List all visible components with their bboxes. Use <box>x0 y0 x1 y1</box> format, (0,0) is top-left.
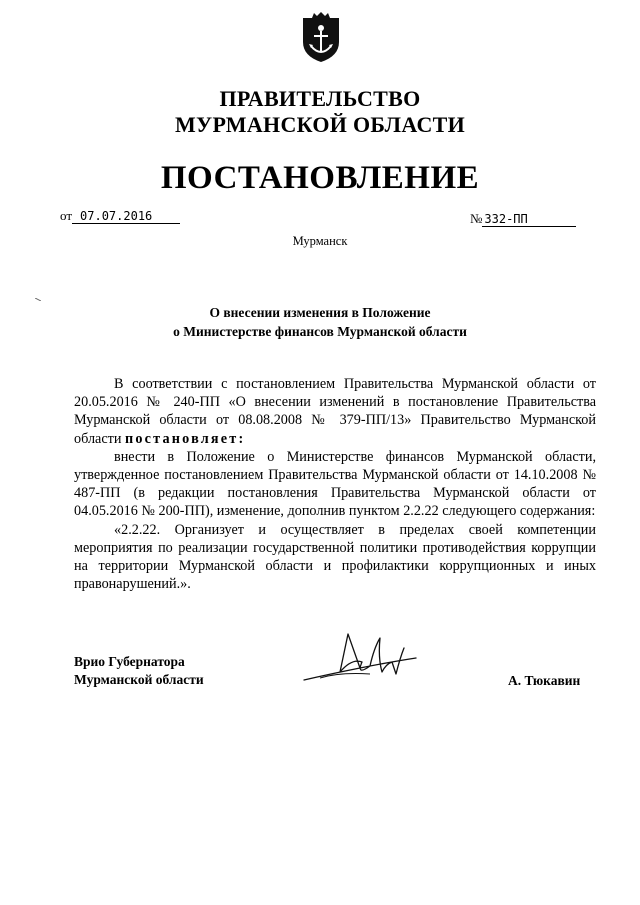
coat-of-arms-icon <box>300 12 342 64</box>
city-label: Мурманск <box>292 234 348 248</box>
document-number: 332-ПП <box>482 212 576 227</box>
date-field <box>60 208 180 224</box>
document-date: 07.07.2016 <box>72 209 180 224</box>
number-field <box>470 211 576 227</box>
subject-line1: О внесении изменения в Положение <box>209 305 431 320</box>
document-body <box>74 375 596 593</box>
subject-line2: о Министерстве финансов Мурманской области <box>173 324 467 339</box>
date-prefix: от <box>60 208 73 223</box>
number-prefix: № <box>470 211 483 226</box>
signatory-title-line1: Врио Губернатора <box>74 654 185 669</box>
document-type-title: ПОСТАНОВЛЕНИЕ <box>160 160 480 196</box>
preamble-text: В соответствии с постановлением Правительства Мурманской области от 20.05.2016 № 240-ПП «О внесении изменений в постановление Правительства Мурманской области от 08.08.2008 № 379-ПП/13» Правительство Мурманской области <box>74 376 596 447</box>
paragraph-amendment: внести в Положение о Министерстве финансов Мурманской области, утвержденное постановлением Правительства Мурманской области от 14.10.2008 № 487-ПП (в редакции постановления Правительства Мурманской области от 04.05.2016 № 200-ПП), изменение, дополнив пунктом 2.2.22 следующего содержания: <box>74 448 596 520</box>
government-name-line2: МУРМАНСКОЙ ОБЛАСТИ <box>174 112 466 137</box>
resolution-keyword: постановляет: <box>124 430 246 447</box>
scan-artifact <box>35 298 41 301</box>
signatory-name: А. Тюкавин <box>508 673 581 688</box>
government-name-line1: ПРАВИТЕЛЬСТВО <box>219 86 421 111</box>
paragraph-new-clause: «2.2.22. Организует и осуществляет в пределах своей компетенции мероприятия по реализации государственной политики противодействия коррупции на территории Мурманской области и профилактики коррупционных и иных правонарушений.». <box>74 521 596 593</box>
signatory-title-line2: Мурманской области <box>74 672 204 687</box>
handwritten-signature <box>300 628 420 692</box>
paragraph-preamble <box>74 375 596 448</box>
